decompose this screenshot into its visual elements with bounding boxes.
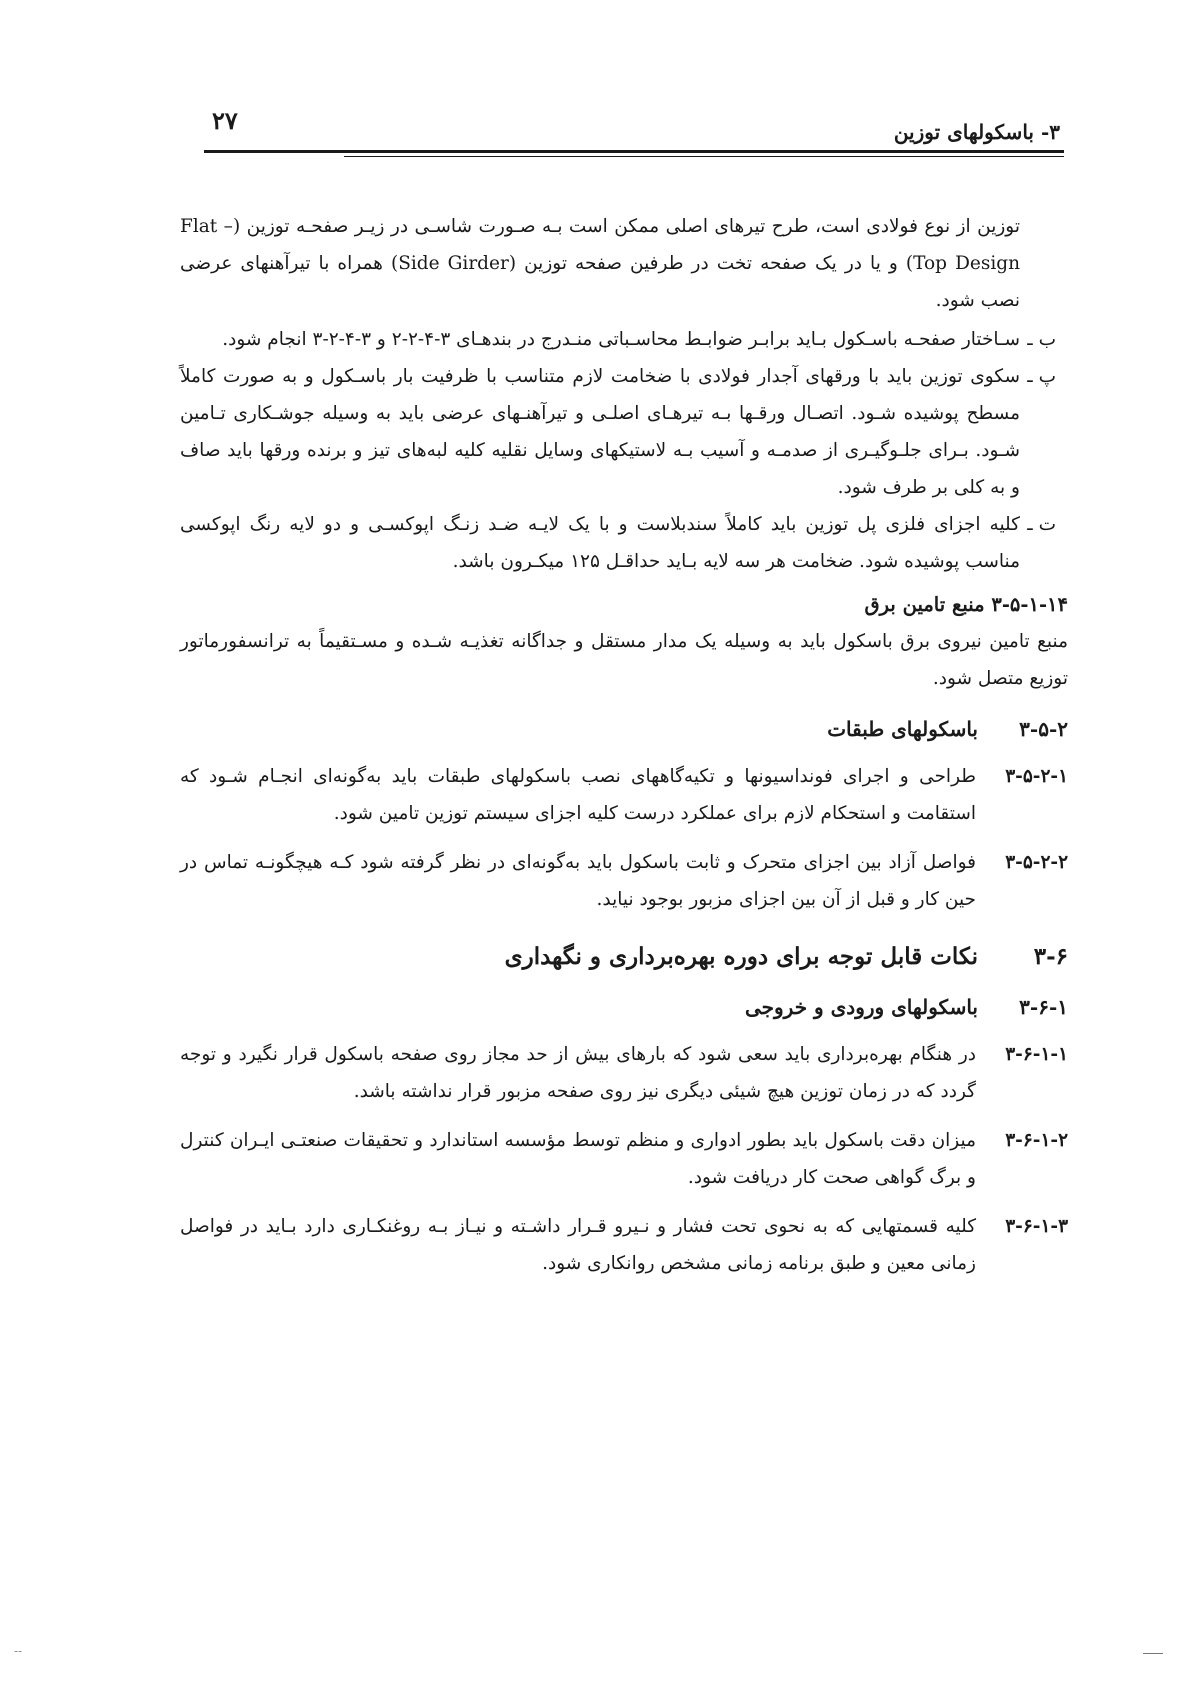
section-3-5-2-heading <box>180 711 1068 748</box>
section-title: نکات قابل توجه برای دوره بهره‌برداری و نگهداری <box>504 943 978 970</box>
clause-3-5-2-1 <box>180 758 1068 832</box>
intro-paragraph: توزین از نوع فولادی است، طرح تیرهای اصلی ممکن است بـه صـورت شاسـی در زیـر صفحـه توزین (Flat – Top Design) و یا در یک صفحه تخت در طرفین صفحه توزین (Side Girder) همراه با تیرآهنهای عرضی نصب شود. <box>180 216 1021 311</box>
clause-3-6-1-1 <box>180 1036 1068 1110</box>
list-marker: ب ـ <box>1027 329 1056 350</box>
section-14-title: منبع تامین برق <box>864 593 985 616</box>
clause-text: میزان دقت باسکول باید بطور ادواری و منظم توسط مؤسسه استاندارد و تحقیقات صنعتـی ایـران کنترل و برگ گواهی صحت کار دریافت شود. <box>180 1130 976 1188</box>
section-14-heading <box>180 586 1068 623</box>
section-14-text: منبع تامین نیروی برق باسکول باید به وسیله یک مدار مستقل و جداگانه تغذیـه شـده و مسـتقیماً به ترانسفورماتور توزیع متصل شود. <box>180 631 1068 689</box>
section-14-number: ۳-۵-۱-۱۴ <box>991 593 1068 616</box>
clause-number: ۳-۶-۱-۱ <box>1005 1044 1068 1065</box>
page-body <box>180 208 1068 1294</box>
section-3-6-1-heading <box>180 989 1068 1026</box>
clause-3-5-2-2 <box>180 844 1068 918</box>
page-number: ۲۷ <box>212 106 238 135</box>
list-marker: ت ـ <box>1027 514 1056 535</box>
page-header <box>204 92 1064 162</box>
clause-number: ۳-۶-۱-۲ <box>1005 1130 1068 1151</box>
clause-number: ۳-۶-۱-۳ <box>1005 1216 1068 1237</box>
chapter-title: ۳- باسکولهای توزین <box>893 120 1060 144</box>
section-number: ۳-۶-۱ <box>1019 995 1068 1019</box>
section-number: ۳-۵-۲ <box>1019 717 1068 741</box>
clause-text: در هنگام بهره‌برداری باید سعی شود که بارهای بیش از حد مجاز روی صفحه باسکول قرار نگیرد و توجه گردد که در زمان توزین هیچ شیئی دیگری نیز روی صفحه مزبور قرار نداشته باشد. <box>180 1044 976 1102</box>
clause-number: ۳-۵-۲-۱ <box>1005 766 1068 787</box>
clause-text: فواصل آزاد بین اجزای متحرک و ثابت باسکول باید به‌گونه‌ای در نظر گرفته شود کـه هیچگونـه تماس در حین کار و قبل از آن بین اجزای مزبور بوجود نیاید. <box>180 852 976 910</box>
clause-3-6-1-2 <box>180 1122 1068 1196</box>
section-title: باسکولهای ورودی و خروجی <box>744 995 978 1019</box>
section-title: باسکولهای طبقات <box>827 717 978 741</box>
list-item-t <box>180 506 1068 580</box>
list-text: سـاختار صفحـه باسـکول بـاید برابـر ضوابـط محاسـباتی منـدرج در بندهـای ۳-۴-۲-۲ و ۳-۴-۲-۳ انجام شود. <box>222 329 1020 350</box>
clause-text: طراحی و اجرای فونداسیونها و تکیه‌گاههای نصب باسکولهای طبقات باید به‌گونه‌ای انجـام شـود که استقامت و استحکام لازم برای عملکرد درست کلیه اجزای سیستم توزین تامین شود. <box>180 766 976 824</box>
clause-3-6-1-3 <box>180 1208 1068 1282</box>
list-item-b <box>180 321 1068 358</box>
list-marker: پ ـ <box>1027 366 1056 387</box>
corner-line <box>1143 1653 1163 1654</box>
clause-number: ۳-۵-۲-۲ <box>1005 852 1068 873</box>
list-text: سکوی توزین باید با ورقهای آجدار فولادی با ضخامت لازم متناسب با ظرفیت بار باسـکول و به صورت کاملاً مسطح پوشیده شـود. اتصـال ورقـها بـه تیرهـای اصلـی و تیرآهنـهای عرضی باید به وسیله جوشـکاری تـامین شـود. بـرای جلـوگیـری از صدمـه و آسیب بـه لاستیکهای وسایل نقلیه کلیه لبه‌های تیز و برنده ورقها باید صاف و به کلی بر طرف شود. <box>180 366 1020 498</box>
header-rule-thin <box>344 156 1064 157</box>
section-3-6-heading <box>180 938 1068 975</box>
section-number: ۳-۶ <box>1033 943 1068 970</box>
corner-mark: -- <box>14 1644 23 1658</box>
list-text: کلیه اجزای فلزی پل توزین باید کاملاً سندبلاست و با یک لایـه ضـد زنـگ اپوکسـی و دو لایه رنگ اپوکسی مناسب پوشیده شود. ضخامت هر سه لایه بـاید حداقـل ۱۲۵ میکـرون باشد. <box>180 514 1020 572</box>
header-rule-thick <box>204 150 1064 153</box>
clause-text: کلیه قسمتهایی که به نحوی تحت فشار و نـیرو قـرار داشـته و نیـاز بـه روغنکـاری دارد بـاید در فواصل زمانی معین و طبق برنامه زمانی مشخص روانکاری شود. <box>180 1216 976 1274</box>
list-item-p <box>180 358 1068 506</box>
